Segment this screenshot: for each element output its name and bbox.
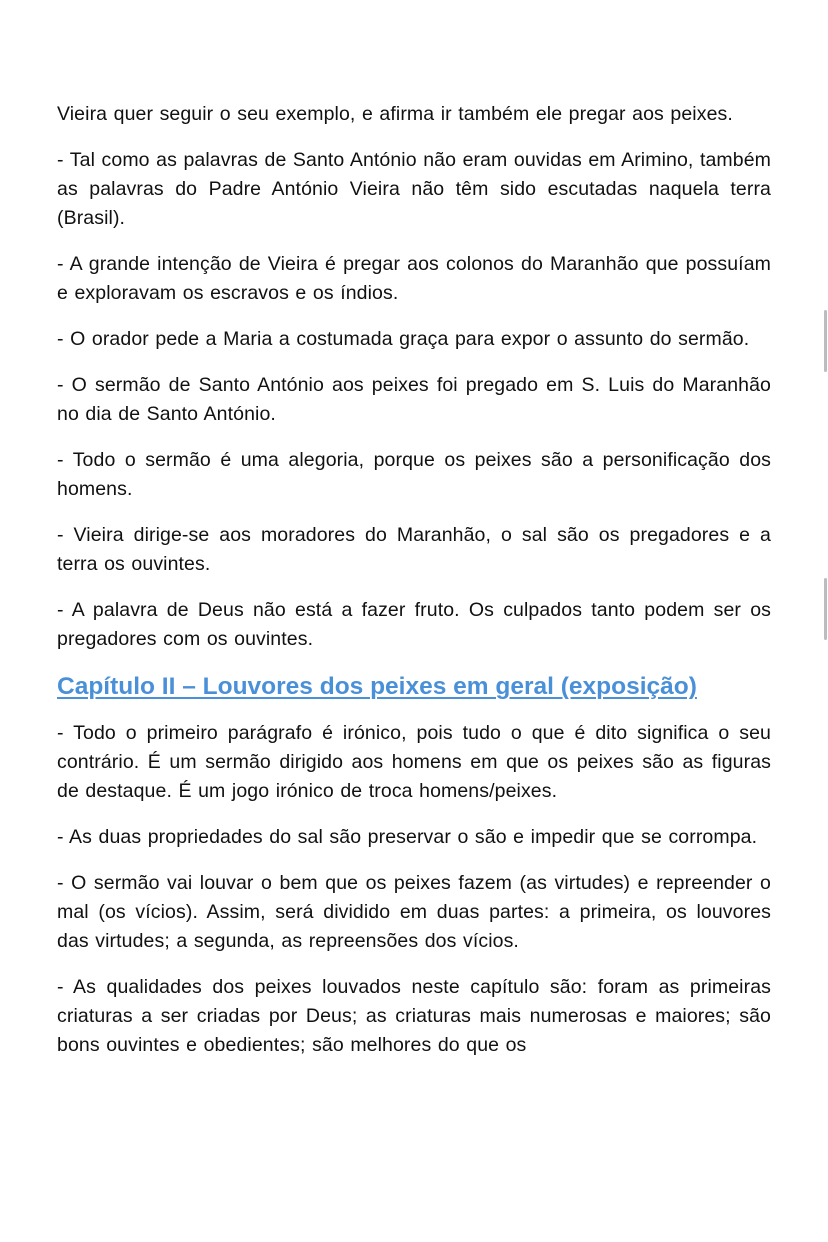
paragraph: - A grande intenção de Vieira é pregar aos colonos do Maranhão que possuíam e exploravam os escravos e os índios. — [57, 253, 771, 304]
paragraph: - O orador pede a Maria a costumada graça para expor o assunto do sermão. — [57, 328, 750, 350]
paragraph: - O sermão vai louvar o bem que os peixes fazem (as virtudes) e repreender o mal (os vícios). Assim, será dividido em duas partes: a primeira, os louvores das virtudes; a segunda, as repreensões dos vícios. — [57, 872, 771, 952]
paragraph: - As qualidades dos peixes louvados neste capítulo são: foram as primeiras criaturas a ser criadas por Deus; as criaturas mais numerosas e maiores; são bons ouvintes e obedientes; são melhores do que os — [57, 976, 771, 1056]
scrollbar-thumb-upper[interactable] — [824, 310, 827, 372]
scrollbar-thumb-lower[interactable] — [824, 578, 827, 640]
paragraph: - Todo o sermão é uma alegoria, porque os peixes são a personificação dos homens. — [57, 449, 771, 500]
paragraph: Vieira quer seguir o seu exemplo, e afirma ir também ele pregar aos peixes. — [57, 103, 733, 125]
paragraph: - O sermão de Santo António aos peixes foi pregado em S. Luis do Maranhão no dia de Santo António. — [57, 374, 771, 425]
chapter-heading-link[interactable]: Capítulo II – Louvores dos peixes em geral (exposição) — [57, 673, 697, 700]
document-body — [57, 100, 771, 1060]
paragraph: - Todo o primeiro parágrafo é irónico, pois tudo o que é dito significa o seu contrário. É um sermão dirigido aos homens em que os peixes são as figuras de destaque. É um jogo irónico de troca homens/peixes. — [57, 722, 771, 802]
chapter-heading — [57, 671, 771, 703]
paragraph: - Tal como as palavras de Santo António não eram ouvidas em Arimino, também as palavras do Padre António Vieira não têm sido escutadas naquela terra (Brasil). — [57, 149, 771, 229]
paragraph: - As duas propriedades do sal são preservar o são e impedir que se corrompa. — [57, 826, 758, 848]
paragraph: - Vieira dirige-se aos moradores do Maranhão, o sal são os pregadores e a terra os ouvintes. — [57, 524, 771, 575]
paragraph: - A palavra de Deus não está a fazer fruto. Os culpados tanto podem ser os pregadores com os ouvintes. — [57, 599, 771, 650]
